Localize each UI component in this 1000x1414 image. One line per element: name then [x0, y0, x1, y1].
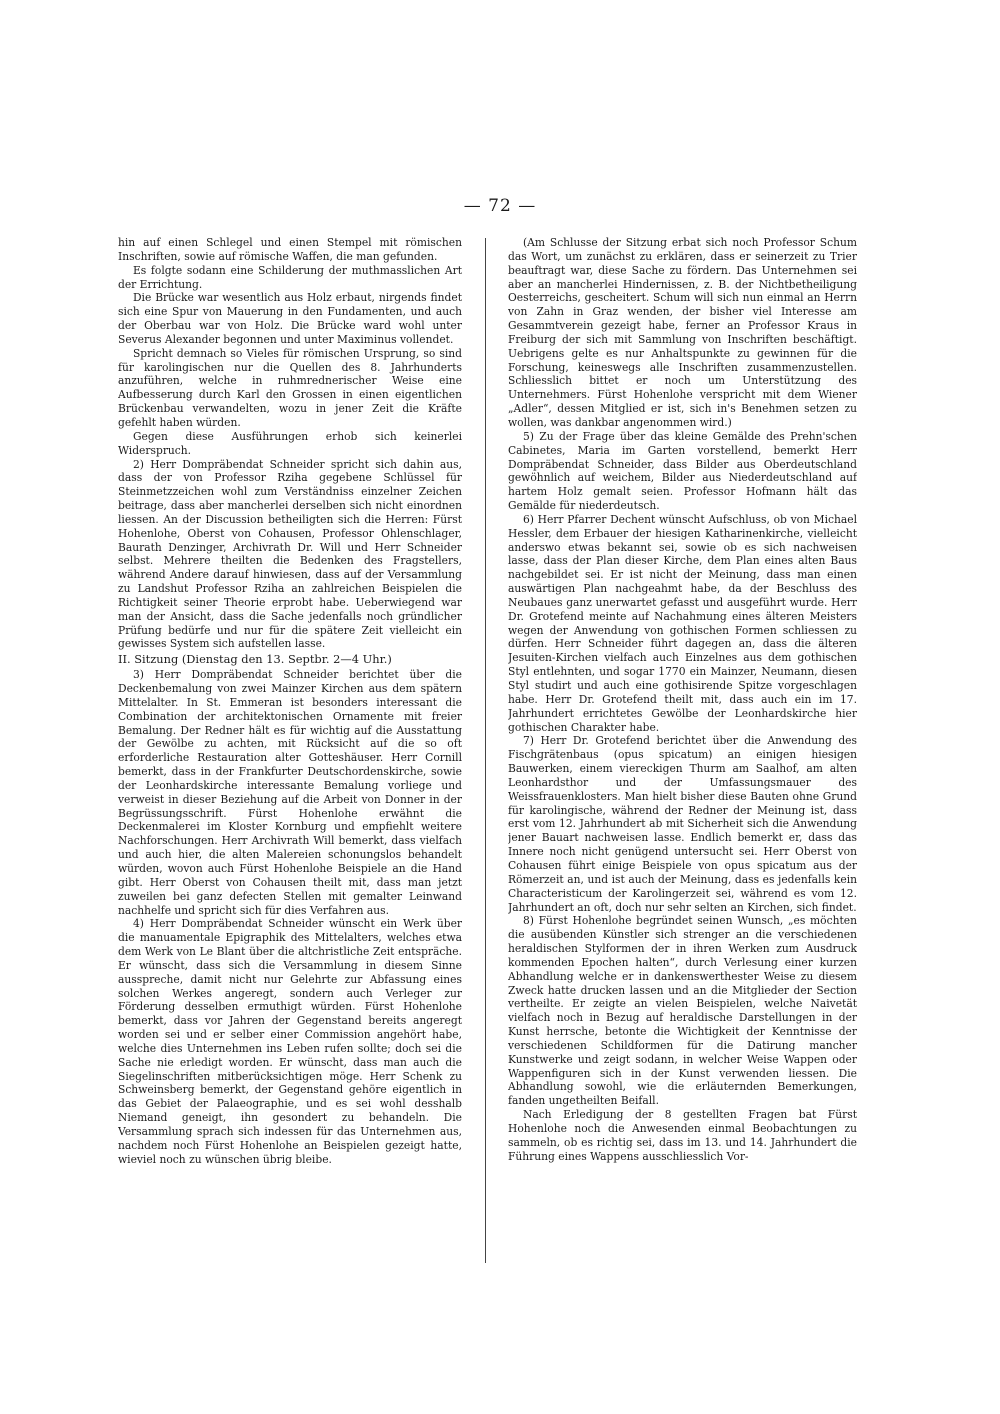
paragraph: Gegen diese Ausführungen erhob sich keinerlei Widerspruch.	[118, 429, 462, 457]
page-number: — 72 —	[463, 196, 537, 216]
paragraph: Die Brücke war wesentlich aus Holz erbaut, nirgends findet sich eine Spur von Mauerung in den Fundamenten, und auch der Oberbau war von Holz. Die Brücke ward wohl unter Severus Alexander begonnen und unter Maximinus vollendet.	[118, 291, 462, 346]
paragraph: Es folgte sodann eine Schilderung der muthmasslichen Art der Errichtung.	[118, 263, 462, 291]
left-column	[118, 236, 462, 1266]
paragraph: (Am Schlusse der Sitzung erbat sich noch Professor Schum das Wort, um zunächst zu erklären, dass er seinerzeit zu Trier beauftragt war, diese Sache zu fördern. Das Unternehmen sei aber an mancherlei Hindernissen, z. B. der Nichtbetheiligung Oesterreichs, gescheitert. Schum will sich nun einmal an Herrn von Zahn in Graz wenden, der bisher viel Interesse am Gesammtverein gezeigt habe, ferner an Professor Kraus in Freiburg der sich mit Sammlung von Inschriften beschäftigt. Uebrigens gelte es nur Anhaltspunkte zu gewinnen für die Forschung, keineswegs alle Inschriften zusammenzustellen. Schliesslich bittet er noch um Unterstützung des Unternehmers. Fürst Hohenlohe verspricht mit dem Wiener „Adler“, dessen Mitglied er ist, sich in's Benehmen setzen zu wollen, was dankbar angenommen wird.)	[508, 236, 857, 429]
paragraph: hin auf einen Schlegel und einen Stempel mit römischen Inschriften, sowie auf römische Waffen, die man gefunden.	[118, 236, 462, 263]
paragraph: 6) Herr Pfarrer Dechent wünscht Aufschluss, ob von Michael Hessler, dem Erbauer der hiesigen Katharinenkirche, vielleicht anderswo etwas bekannt sei, sowie ob es sich nachweisen lasse, dass der Plan dieser Kirche, dem Plan eines alten Baus nachgebildet sei. Er ist nicht der Meinung, dass man einen auswärtigen Plan nachgeahmt habe, da der Beschluss des Neubaues ganz unerwartet gefasst und ausgeführt wurde. Herr Dr. Grotefend meinte auf Nachahmung eines älteren Meisters wegen der Anwendung von gothischen Formen schliessen zu dürfen. Herr Schneider führt dagegen an, dass die älteren Jesuiten-Kirchen vielfach auch Einzelnes aus dem gothischen Styl entlehnten, und sogar 1770 ein Mainzer, Neumann, diesen Styl studirt und auch eine gothisirende Spitze vorgeschlagen habe. Herr Dr. Grotefend theilt mit, dass auch ein im 17. Jahrhundert errichtetes Gewölbe der Leonhardskirche hier gothischen Charakter habe.	[508, 512, 857, 734]
paragraph: 8) Fürst Hohenlohe begründet seinen Wunsch, „es möchten die ausübenden Künstler sich strenger an die verschiedenen heraldischen Stylformen der in ihren Werken zum Ausdruck kommenden Epochen halten“, durch Verlesung einer kurzen Abhandlung welche er in dankenswerthester Weise zu diesem Zweck hatte drucken lassen und an die Mitglieder der Section vertheilte. Er zeigte an vielen Beispielen, welche Naivetät vielfach noch in Bezug auf heraldische Darstellungen in der Kunst herrsche, betonte die Wichtigkeit der Kenntnisse der verschiedenen Schildformen für die Datirung mancher Kunstwerke und zeigt sodann, in welcher Weise Wappen oder Wappenfiguren sich in der Kunst verwenden liessen. Die Abhandlung sowohl, wie die erläuternden Bemerkungen, fanden ungetheilten Beifall.	[508, 914, 857, 1108]
column-divider	[485, 238, 486, 1263]
paragraph: 2) Herr Dompräbendat Schneider spricht sich dahin aus, dass der von Professor Rziha gegebene Schlüssel für Steinmetzzeichen wohl zum Verständniss einzelner Zeichen beitrage, dass aber mancherlei derselben sich nicht einordnen liessen. An der Discussion betheiligten sich die Herren: Fürst Hohenlohe, Oberst von Cohausen, Professor Ohlenschlager, Baurath Denzinger, Archivrath Dr. Will und Herr Schneider selbst. Mehrere theilten die Bedenken des Fragstellers, während Andere darauf hinwiesen, dass auf der Versammlung zu Landshut Professor Rziha an zahlreichen Beispielen die Richtigkeit seiner Theorie erprobt habe. Ueberwiegend war man der Ansicht, dass die Sache jedenfalls noch gründlicher Prüfung bedürfe und nur für die spätere Zeit vielleicht ein gewisses System sich aufstellen lasse.	[118, 457, 462, 651]
paragraph: 7) Herr Dr. Grotefend berichtet über die Anwendung des Fischgrätenbaus (opus spicatum) an einigen hiesigen Bauwerken, einem viereckigen Thurm am Saalhof, am alten Leonhardsthor und der Umfassungsmauer des Weissfrauenklosters. Man hielt bisher diese Bauten ohne Grund für karolingische, während der Redner der Meinung ist, dass erst vom 12. Jahrhundert ab mit Sicherheit sich die Anwendung jener Bauart nachweisen lasse. Endlich bemerkt er, dass das Innere noch nicht genügend untersucht sei. Herr Oberst von Cohausen führt einige Beispiele von opus spicatum aus der Römerzeit an, und ist auch der Meinung, dass es jedenfalls kein Characteristicum der Karolingerzeit sei, während es vom 12. Jahrhundert an oft, doch nur sehr selten an Kirchen, sich findet.	[508, 734, 857, 914]
paragraph: 3) Herr Dompräbendat Schneider berichtet über die Deckenbemalung von zwei Mainzer Kirchen aus dem spätern Mittelalter. In St. Emmeran ist besonders interessant die Combination der architektonischen Ornamente mit freier Bemalung. Der Redner hält es für wichtig auf die Ausstattung der Gewölbe zu achten, mit Rücksicht auf die so oft erforderliche Restauration alter Gotteshäuser. Herr Cornill bemerkt, dass in der Frankfurter Deutschordenskirche, sowie der Leonhardskirche interessante Bemalung vorliege und verweist in dieser Beziehung auf die Arbeit von Donner in der Begrüssungsschrift. Fürst Hohenlohe erwähnt die Deckenmalerei im Kloster Kornburg und empfiehlt weitere Nachforschungen. Herr Archivrath Will bemerkt, dass vielfach und auch hier, die alten Malereien schonungslos behandelt würden, wovon auch Fürst Hohenlohe Beispiele an die Hand gibt. Herr Oberst von Cohausen theilt mit, dass man jetzt zuweilen bei ganz defecten Stellen mit gemalter Leinwand nachhelfe und spricht sich für dies Verfahren aus.	[118, 668, 462, 917]
right-column	[508, 236, 857, 1266]
paragraph: 5) Zu der Frage über das kleine Gemälde des Prehn'schen Cabinetes, Maria im Garten vorstellend, bemerkt Herr Dompräbendat Schneider, dass Bilder aus Oberdeutschland gewöhnlich auf weichem, Bilder aus Niederdeutschland auf hartem Holz gemalt seien. Professor Hofmann hält das Gemälde für niederdeutsch.	[508, 429, 857, 513]
paragraph: Spricht demnach so Vieles für römischen Ursprung, so sind für karolingischen nur die Quellen des 8. Jahrhunderts anzuführen, welche in ruhmrednerischer Weise eine Aufbesserung durch Karl den Grossen in einen eigentlichen Brückenbau verwandelten, wozu in jener Zeit die Kräfte gefehlt haben würden.	[118, 346, 462, 429]
session-heading: II. Sitzung (Dienstag den 13. Septbr. 2—4 Uhr.)	[118, 652, 392, 667]
paragraph: Nach Erledigung der 8 gestellten Fragen bat Fürst Hohenlohe noch die Anwesenden einmal Beobachtungen zu sammeln, ob es richtig sei, dass im 13. und 14. Jahrhundert die Führung eines Wappens ausschliesslich Vor-	[508, 1108, 857, 1163]
paragraph: 4) Herr Dompräbendat Schneider wünscht ein Werk über die manuamentale Epigraphik des Mittelalters, welches etwa dem Werk von Le Blant über die altchristliche Zeit entspräche. Er wünscht, dass sich die Versammlung in diesem Sinne ausspreche, damit nicht nur Gelehrte zur Abfassung eines solchen Werkes angeregt, sondern auch Verleger zur Förderung desselben ermuthigt würden. Fürst Hohenlohe bemerkt, dass vor Jahren der Gegenstand bereits angeregt worden sei und er selber einer Commission angehört habe, welche dies Unternehmen ins Leben rufen sollte; doch sei die Sache nie erledigt worden. Er wünscht, dass man auch die Siegelinschriften mitberücksichtigen möge. Herr Schenk zu Schweinsberg bemerkt, der Gegenstand gehöre eigentlich in das Gebiet der Palaeographie, und es sei wohl desshalb Niemand geneigt, ihn gesondert zu behandeln. Die Versammlung sprach sich indessen für das Unternehmen aus, nachdem noch Fürst Hohenlohe an Beispielen gezeigt hatte, wieviel noch zu wünschen übrig bleibe.	[118, 917, 462, 1166]
